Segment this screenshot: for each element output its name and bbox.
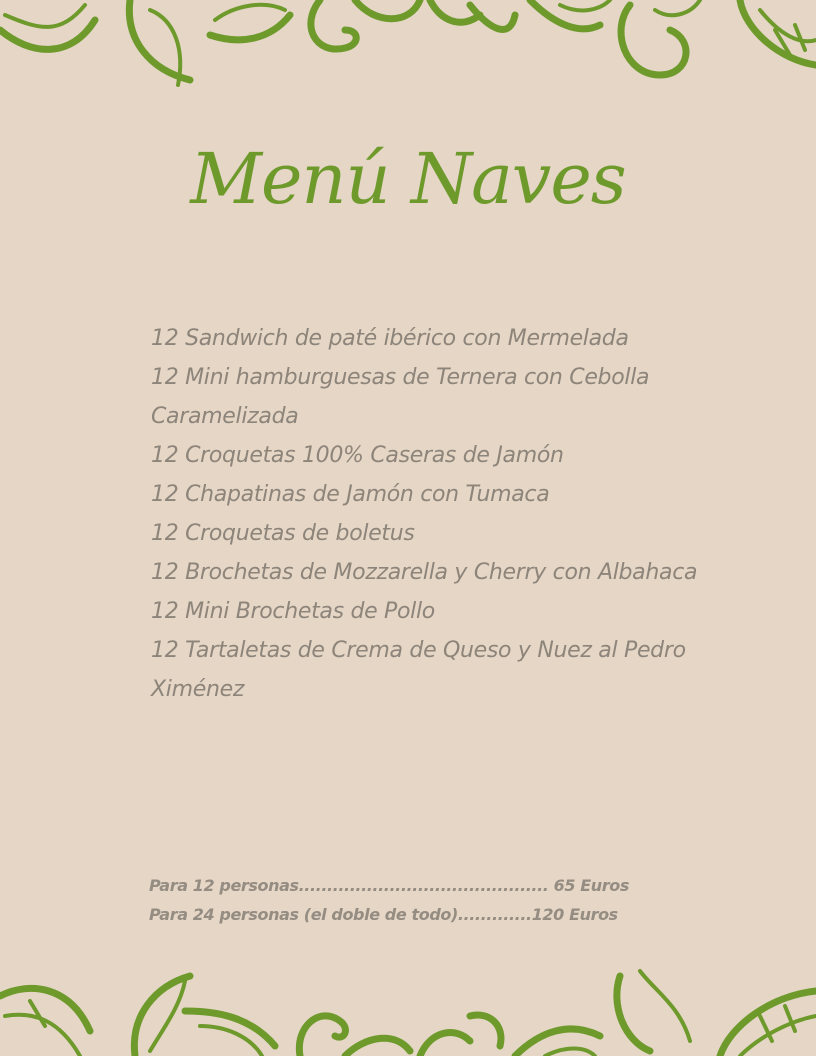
price-section [149,871,669,929]
price-24-personas: Para 24 personas (el doble de todo).............120 Euros [149,905,618,924]
menu-item: 12 Brochetas de Mozzarella y Cherry con Albahaca [151,560,698,585]
menu-item: Caramelizada [151,404,299,429]
menu-item: Ximénez [151,677,245,702]
menu-item: 12 Croquetas de boletus [151,521,415,546]
top-vine-ornament-icon [0,0,816,100]
menu-item: 12 Chapatinas de Jamón con Tumaca [151,482,550,507]
menu-item: 12 Mini hamburguesas de Ternera con Cebolla [151,365,650,390]
menu-item: 12 Tartaletas de Crema de Queso y Nuez al Pedro [151,638,686,663]
menu-item: 12 Croquetas 100% Caseras de Jamón [151,443,564,468]
menu-list [151,319,731,709]
price-12-personas: Para 12 personas............................................ 65 Euros [149,876,629,895]
bottom-vine-ornament-icon [0,956,816,1056]
menu-item: 12 Mini Brochetas de Pollo [151,599,435,624]
menu-item: 12 Sandwich de paté ibérico con Mermelada [151,326,629,351]
page-title: Menú Naves [190,138,626,220]
